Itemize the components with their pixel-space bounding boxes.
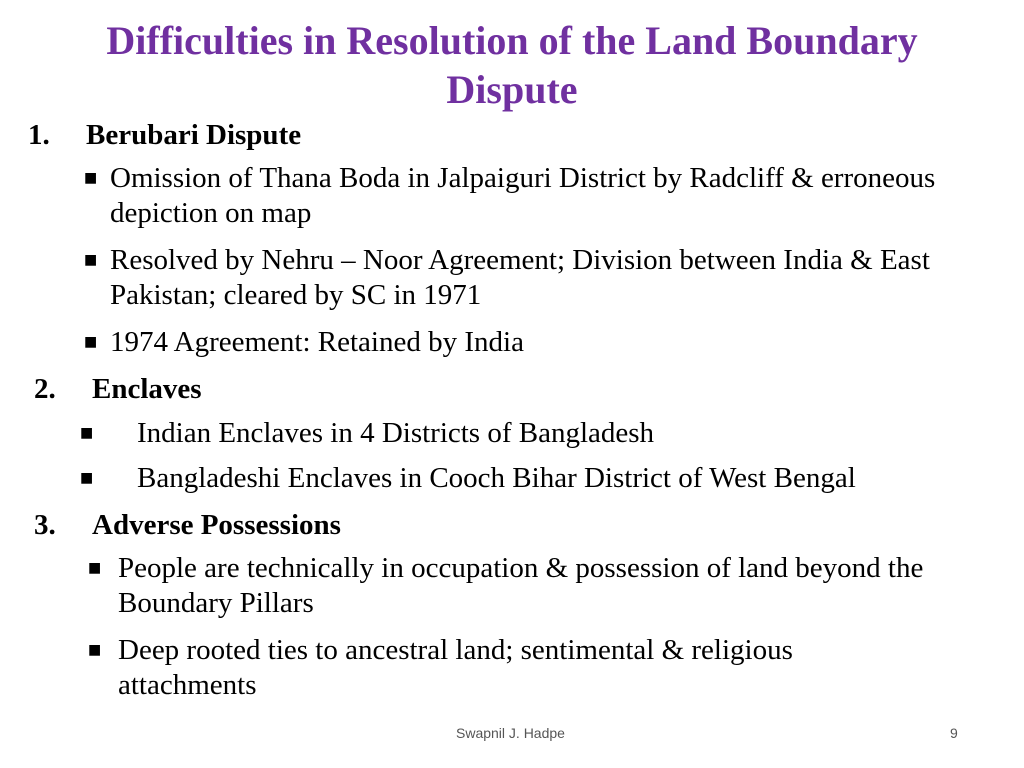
bullet-square-icon: ■ [80,425,94,441]
list-item [88,633,938,703]
list-item-text: Bangladeshi Enclaves in Cooch Bihar District of West Bengal [137,462,856,494]
bullet-square-icon: ■ [88,642,102,658]
section-heading-adverse-possessions [34,508,341,542]
list-item-text: 1974 Agreement: Retained by India [110,326,524,358]
footer-author: Swapnil J. Hadpe [456,725,565,741]
bullet-square-icon: ■ [84,334,98,350]
list-item [80,461,1010,496]
list-item [88,551,938,621]
list-item [84,325,984,360]
slide-title-line-1: Difficulties in Resolution of the Land Boundary [106,18,918,63]
list-item-text: Indian Enclaves in 4 Districts of Bangladesh [137,417,655,449]
list-item-text: Deep rooted ties to ancestral land; sentimental & religious attachments [118,634,793,701]
list-item-text: Resolved by Nehru – Noor Agreement; Division between India & East Pakistan; cleared by SC in 1971 [110,244,930,311]
bullet-square-icon: ■ [80,470,94,486]
section-heading-berubari [28,118,302,152]
slide-title-line-2: Dispute [446,67,578,112]
list-item [80,416,1010,451]
slide-title [0,16,1024,114]
bullet-square-icon: ■ [84,170,98,186]
section-title: Berubari Dispute [86,119,302,151]
list-item [84,243,984,313]
list-item-text: Omission of Thana Boda in Jalpaiguri District by Radcliff & erroneous depiction on map [110,162,936,229]
section-title: Enclaves [92,373,202,405]
list-item-text: People are technically in occupation & possession of land beyond the Boundary Pillars [118,552,924,619]
bullet-square-icon: ■ [84,252,98,268]
section-number: 2. [34,373,56,405]
section-heading-enclaves [34,372,202,406]
bullet-square-icon: ■ [88,560,102,576]
section-title: Adverse Possessions [92,509,341,541]
list-item [84,161,984,231]
page-number: 9 [950,725,958,741]
section-number: 1. [28,119,50,151]
section-number: 3. [34,509,56,541]
